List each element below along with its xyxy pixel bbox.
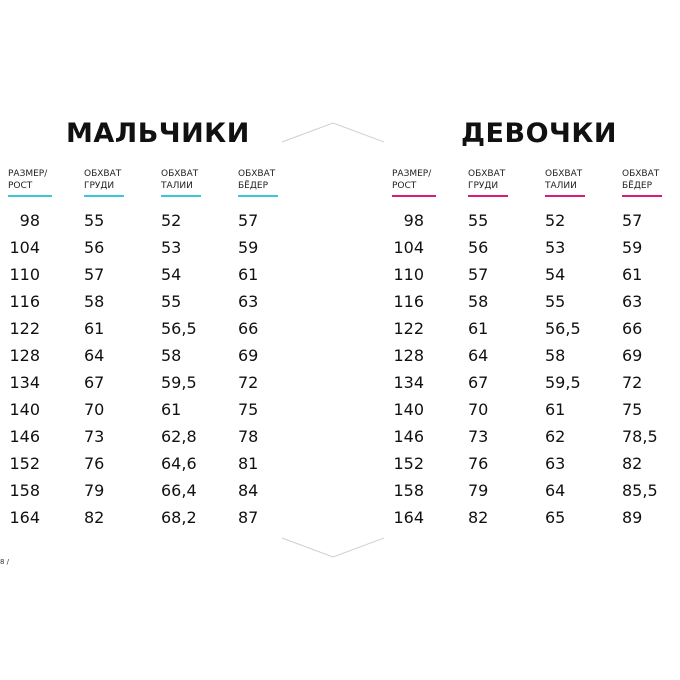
girls-header-underline	[392, 195, 436, 197]
table-cell: 67	[84, 373, 105, 392]
girls-header-underline	[545, 195, 585, 197]
header-line: БЁДЕР	[238, 181, 269, 191]
girls-header-underline	[622, 195, 662, 197]
header-line: РАЗМЕР/	[392, 169, 432, 179]
table-cell: 55	[161, 292, 182, 311]
table-cell: 52	[545, 211, 566, 230]
table-row	[8, 234, 308, 261]
header-line: ОБХВАТ	[622, 169, 660, 179]
table-row	[392, 207, 680, 234]
boys-title: МАЛЬЧИКИ	[66, 118, 250, 149]
girls-header-underline	[468, 195, 508, 197]
table-row	[392, 423, 680, 450]
header-line: ТАЛИИ	[545, 181, 577, 191]
table-cell: 69	[622, 346, 643, 365]
table-cell: 59,5	[161, 373, 197, 392]
table-cell: 56,5	[545, 319, 581, 338]
table-cell: 75	[622, 400, 643, 419]
table-cell: 79	[84, 481, 105, 500]
header-line: РАЗМЕР/	[8, 169, 48, 179]
table-cell: 89	[622, 508, 643, 527]
table-cell: 164	[9, 508, 40, 527]
table-cell: 59,5	[545, 373, 581, 392]
table-row	[8, 477, 308, 504]
table-cell: 55	[84, 211, 105, 230]
table-row	[8, 504, 308, 531]
header-line: ГРУДИ	[468, 181, 499, 191]
table-row	[392, 234, 680, 261]
table-cell: 64	[545, 481, 566, 500]
table-cell: 61	[545, 400, 566, 419]
table-row	[8, 423, 308, 450]
table-row	[392, 477, 680, 504]
table-cell: 62	[545, 427, 566, 446]
table-cell: 66	[622, 319, 643, 338]
table-row	[392, 450, 680, 477]
table-cell: 82	[622, 454, 643, 473]
table-cell: 82	[468, 508, 489, 527]
table-cell: 64	[84, 346, 105, 365]
table-cell: 58	[545, 346, 566, 365]
table-cell: 128	[9, 346, 40, 365]
girls-header-col-4	[622, 168, 659, 192]
table-cell: 57	[622, 211, 643, 230]
table-cell: 67	[468, 373, 489, 392]
table-cell: 116	[9, 292, 40, 311]
table-cell: 79	[468, 481, 489, 500]
table-cell: 152	[9, 454, 40, 473]
table-cell: 58	[468, 292, 489, 311]
boys-header-underline	[8, 195, 52, 197]
table-row	[392, 261, 680, 288]
table-cell: 70	[468, 400, 489, 419]
table-cell: 104	[393, 238, 424, 257]
table-cell: 84	[238, 481, 259, 500]
girls-header-col-1	[392, 168, 431, 192]
table-cell: 63	[545, 454, 566, 473]
table-cell: 66	[238, 319, 259, 338]
girls-title: ДЕВОЧКИ	[461, 118, 618, 149]
table-cell: 75	[238, 400, 259, 419]
boys-header-col-2	[84, 168, 121, 192]
table-cell: 76	[468, 454, 489, 473]
table-cell: 110	[393, 265, 424, 284]
table-cell: 56,5	[161, 319, 197, 338]
table-cell: 134	[9, 373, 40, 392]
table-cell: 87	[238, 508, 259, 527]
header-line: ОБХВАТ	[238, 169, 276, 179]
table-row	[8, 288, 308, 315]
table-cell: 146	[9, 427, 40, 446]
table-cell: 81	[238, 454, 259, 473]
table-cell: 63	[622, 292, 643, 311]
header-line: ОБХВАТ	[84, 169, 122, 179]
table-cell: 128	[393, 346, 424, 365]
table-cell: 146	[393, 427, 424, 446]
header-line: РОСТ	[392, 181, 417, 191]
table-cell: 158	[393, 481, 424, 500]
table-cell: 152	[393, 454, 424, 473]
header-line: ТАЛИИ	[161, 181, 193, 191]
page-marker: 8 /	[0, 558, 10, 566]
table-cell: 134	[393, 373, 424, 392]
table-cell: 61	[468, 319, 489, 338]
table-cell: 62,8	[161, 427, 197, 446]
table-cell: 69	[238, 346, 259, 365]
table-cell: 158	[9, 481, 40, 500]
table-cell: 73	[84, 427, 105, 446]
boys-header-col-1	[8, 168, 47, 192]
table-row	[392, 369, 680, 396]
table-cell: 66,4	[161, 481, 197, 500]
table-cell: 122	[393, 319, 424, 338]
table-cell: 70	[84, 400, 105, 419]
table-row	[8, 450, 308, 477]
header-line: ОБХВАТ	[545, 169, 583, 179]
table-cell: 59	[622, 238, 643, 257]
header-line: БЁДЕР	[622, 181, 653, 191]
table-cell: 98	[19, 211, 40, 230]
table-cell: 56	[468, 238, 489, 257]
table-cell: 61	[84, 319, 105, 338]
table-cell: 78,5	[622, 427, 658, 446]
girls-header-col-3	[545, 168, 582, 192]
table-cell: 104	[9, 238, 40, 257]
table-row	[392, 342, 680, 369]
table-cell: 98	[403, 211, 424, 230]
table-cell: 78	[238, 427, 259, 446]
girls-header-col-2	[468, 168, 505, 192]
table-cell: 65	[545, 508, 566, 527]
table-cell: 116	[393, 292, 424, 311]
table-cell: 54	[545, 265, 566, 284]
boys-header-underline	[238, 195, 278, 197]
table-cell: 73	[468, 427, 489, 446]
table-row	[392, 315, 680, 342]
table-cell: 59	[238, 238, 259, 257]
table-row	[392, 396, 680, 423]
table-cell: 57	[238, 211, 259, 230]
table-cell: 57	[84, 265, 105, 284]
table-cell: 56	[84, 238, 105, 257]
table-cell: 76	[84, 454, 105, 473]
table-cell: 53	[161, 238, 182, 257]
table-row	[392, 288, 680, 315]
table-cell: 82	[84, 508, 105, 527]
table-cell: 52	[161, 211, 182, 230]
table-cell: 54	[161, 265, 182, 284]
header-line: ОБХВАТ	[468, 169, 506, 179]
table-cell: 55	[545, 292, 566, 311]
table-cell: 55	[468, 211, 489, 230]
table-cell: 68,2	[161, 508, 197, 527]
table-row	[8, 396, 308, 423]
table-cell: 72	[238, 373, 259, 392]
table-cell: 58	[84, 292, 105, 311]
bottom-chevron	[282, 538, 384, 557]
table-cell: 58	[161, 346, 182, 365]
header-line: ОБХВАТ	[161, 169, 199, 179]
table-cell: 61	[161, 400, 182, 419]
boys-header-underline	[161, 195, 201, 197]
table-cell: 64	[468, 346, 489, 365]
table-cell: 61	[238, 265, 259, 284]
table-cell: 61	[622, 265, 643, 284]
table-cell: 110	[9, 265, 40, 284]
table-cell: 57	[468, 265, 489, 284]
table-row	[8, 342, 308, 369]
boys-header-underline	[84, 195, 124, 197]
table-row	[8, 315, 308, 342]
table-row	[8, 369, 308, 396]
boys-header-col-3	[161, 168, 198, 192]
table-cell: 72	[622, 373, 643, 392]
table-row	[8, 207, 308, 234]
table-cell: 64,6	[161, 454, 197, 473]
top-chevron	[282, 123, 384, 142]
table-cell: 122	[9, 319, 40, 338]
header-line: ГРУДИ	[84, 181, 115, 191]
table-cell: 53	[545, 238, 566, 257]
table-cell: 85,5	[622, 481, 658, 500]
boys-header-col-4	[238, 168, 275, 192]
table-cell: 140	[393, 400, 424, 419]
table-row	[8, 261, 308, 288]
table-cell: 63	[238, 292, 259, 311]
table-cell: 164	[393, 508, 424, 527]
header-line: РОСТ	[8, 181, 33, 191]
table-cell: 140	[9, 400, 40, 419]
table-row	[392, 504, 680, 531]
